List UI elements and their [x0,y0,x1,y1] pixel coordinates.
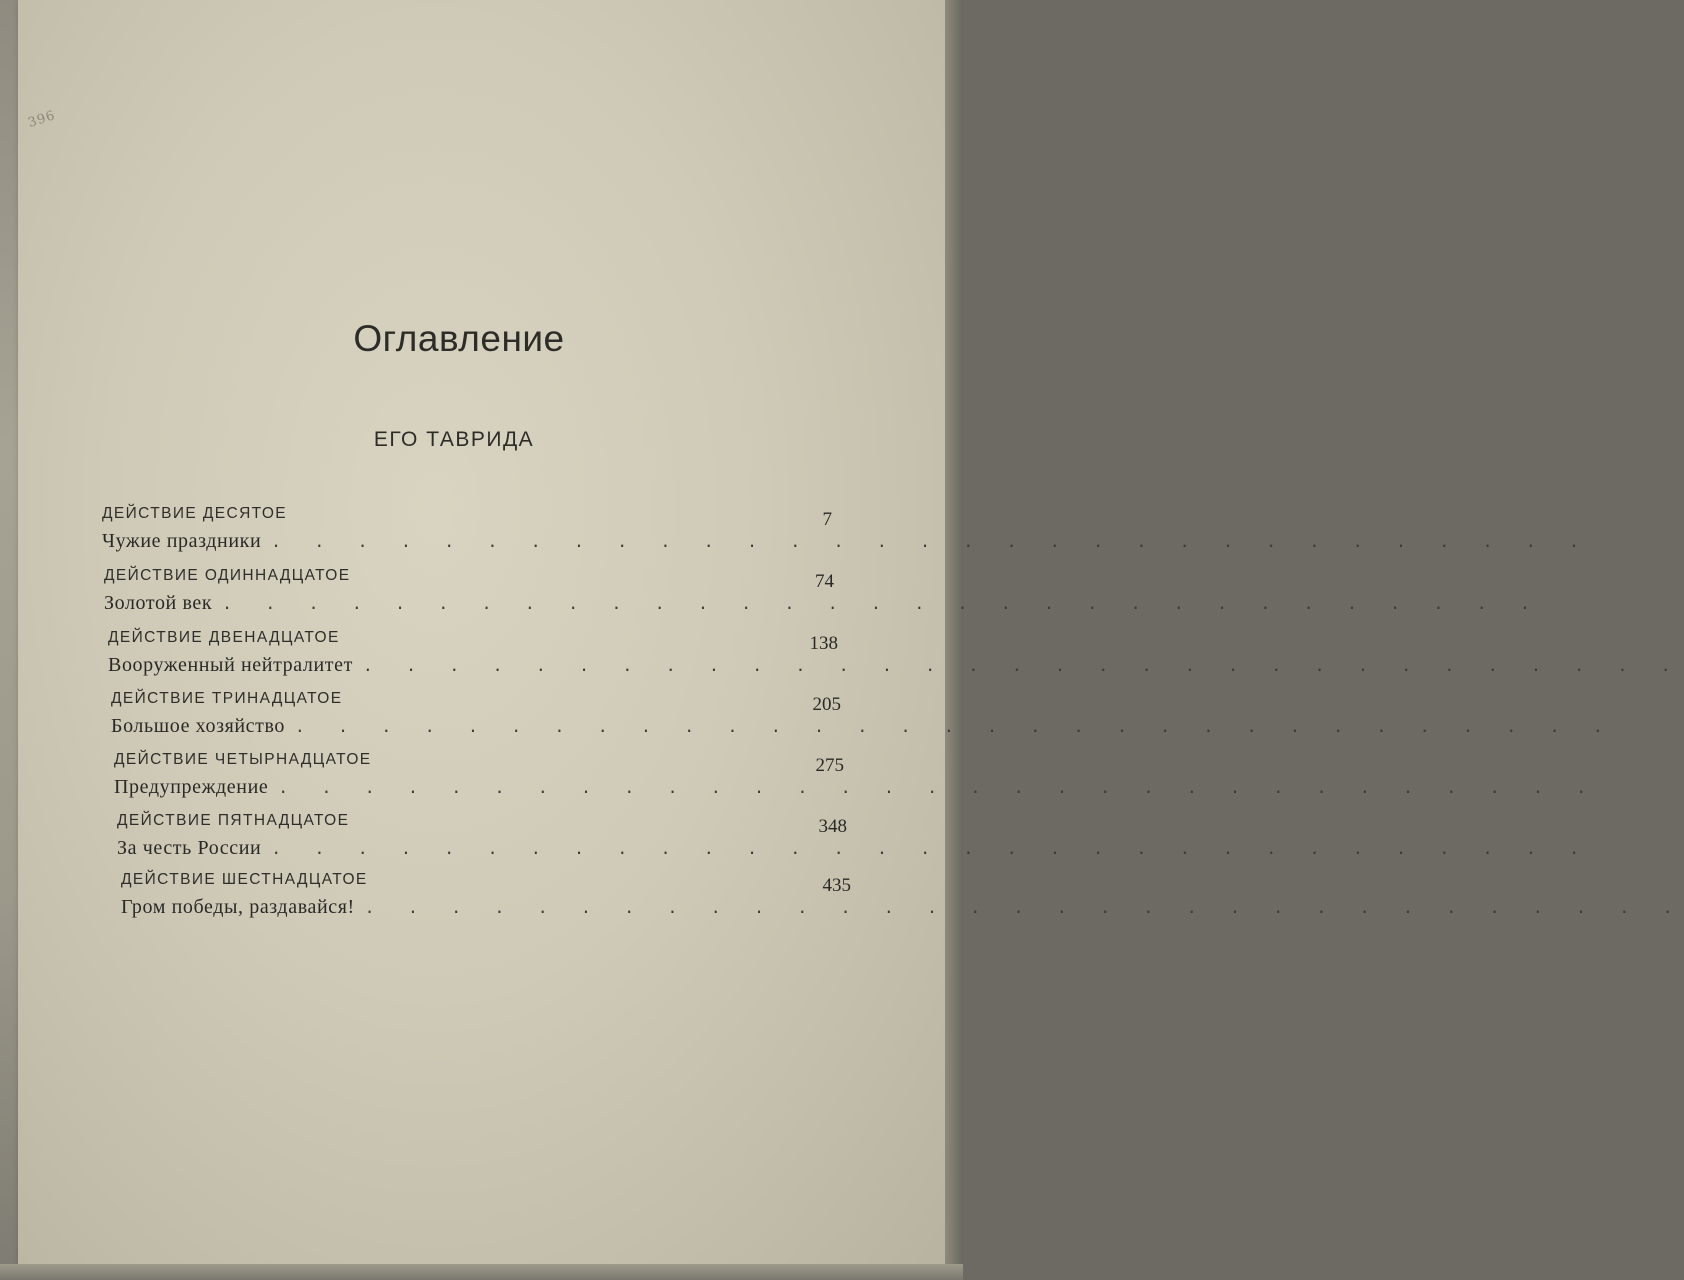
chapter-line [111,715,1615,741]
chapter-line [114,776,1598,802]
toc-entry [114,751,1598,807]
chapter-line [104,592,1542,618]
act-label: ДЕЙСТВИЕ ПЯТНАДЦАТОЕ [117,812,350,829]
page-bottom-edge [0,1264,963,1280]
toc-entry [108,629,1683,685]
page-number: 74 [815,571,834,592]
chapter-title: Золотой век [104,592,213,614]
page-number: 435 [822,875,851,896]
page-number: 7 [822,509,832,530]
page-number: 348 [818,816,847,837]
toc-entry [104,567,1542,623]
chapter-title: Предупреждение [114,776,269,798]
dot-leader: . . . . . . . . . . . . . . . . . . . . . . . . . . . . . . . [222,594,1542,613]
page-number: 138 [809,633,838,654]
act-label: ДЕЙСТВИЕ ЧЕТЫРНАДЦАТОЕ [114,751,372,768]
dot-leader: . . . . . . . . . . . . . . . . . . . . . . . . . . . . . . . [364,898,1684,917]
dot-leader: . . . . . . . . . . . . . . . . . . . . . . . . . . . . . . . [278,778,1598,797]
page-right-edge [945,0,963,1280]
chapter-title: Чужие праздники [102,530,262,552]
act-label: ДЕЙСТВИЕ ШЕСТНАДЦАТОЕ [121,871,368,888]
dot-leader: . . . . . . . . . . . . . . . . . . . . . . . . . . . . . . . [271,839,1591,858]
chapter-line [121,896,1684,922]
toc-entry [121,871,1684,927]
chapter-title: Большое хозяйство [111,715,286,737]
chapter-line [117,837,1591,863]
page-number: 205 [812,694,841,715]
dot-leader: . . . . . . . . . . . . . . . . . . . . . . . . . . . . . . . [295,717,1615,736]
chapter-title: Гром победы, раздавайся! [121,896,355,918]
act-label: ДЕЙСТВИЕ ДВЕНАДЦАТОЕ [108,629,340,646]
act-label: ДЕЙСТВИЕ ТРИНАДЦАТОЕ [111,690,343,707]
chapter-title: Вооруженный нейтралитет [108,654,353,676]
act-label: ДЕЙСТВИЕ ДЕСЯТОЕ [102,505,288,522]
dot-leader: . . . . . . . . . . . . . . . . . . . . . . . . . . . . . . . [362,656,1683,675]
toc-entry [102,505,1591,561]
toc-entry [117,812,1591,868]
chapter-line [102,530,1591,556]
toc-entry [111,690,1615,746]
act-label: ДЕЙСТВИЕ ОДИННАДЦАТОЕ [104,567,351,584]
chapter-line [108,654,1683,680]
page-number: 275 [815,755,844,776]
page-title: Оглавление [353,318,565,359]
pencil-note: 396 [26,108,58,131]
dot-leader: . . . . . . . . . . . . . . . . . . . . . . . . . . . . . . . [271,532,1591,551]
chapter-title: За честь России [117,837,262,859]
book-title: ЕГО ТАВРИДА [373,428,535,451]
